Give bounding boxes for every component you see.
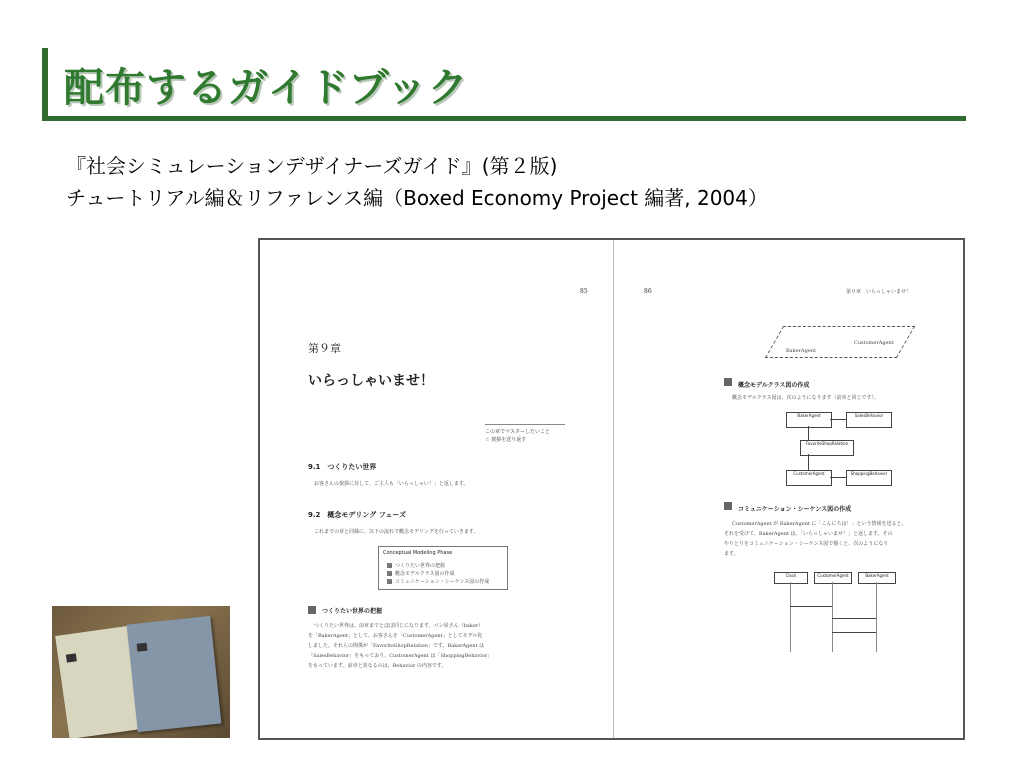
diagram-baker-label: BakerAgent (786, 348, 817, 354)
sequence-message (832, 632, 876, 633)
uml-class-box: FavoriteShopRelation (800, 440, 854, 456)
slide-title: 配布するガイドブック (64, 65, 469, 111)
title-underline (42, 116, 966, 121)
section-9-1-text: お客さんの挨拶に対して、ご主人も「いらっしゃい！」と返します。 (314, 481, 469, 487)
sequence-lifeline-head: BakerAgent (858, 572, 896, 584)
phase-box-title: Conceptual Modeling Phase (383, 550, 453, 556)
book-cover-blue (127, 616, 222, 732)
uml-class-box: SalesBehavior (846, 412, 892, 428)
phase-step-icon (387, 579, 392, 584)
section-9-1-title: 9.1 つくりたい世界 (308, 463, 377, 471)
sequence-message (832, 618, 876, 619)
goal-heading: この章でマスターしたいこと (485, 429, 551, 435)
uml-connector (830, 419, 846, 420)
subsection-line: を「BakerAgent」として、お客さんを「CustomerAgent」としてモデル化 (308, 633, 483, 639)
subsection-icon (308, 606, 316, 614)
section-icon (724, 378, 732, 386)
sequence-diagram-title: コミュニケーション・シーケンス図の作成 (738, 506, 852, 513)
uml-class-box: BakerAgent (786, 412, 832, 428)
left-page-number: 85 (580, 288, 588, 295)
class-diagram-title: 概念モデルクラス図の作成 (738, 382, 810, 389)
book-spread-image (258, 238, 965, 740)
book-title-line: 『社会シミュレーションデザイナーズガイド』(第２版) (66, 154, 558, 178)
sequence-text-line: CustomerAgent が BakerAgent に「こんにちは！」という情報を送ると、 (732, 521, 907, 527)
sequence-text-line: やりとりをコミュニケーション・シーケンス図で描くと、次のようになり (724, 541, 889, 547)
phase-item: つくりたい世界の把握 (387, 562, 445, 569)
section-9-2-text: これまでの章と同様に、以下の流れで概念モデリングを行っていきます。 (314, 529, 479, 535)
running-head: 第９章 いらっしゃいませ！ (846, 289, 912, 295)
subsection-title: つくりたい世界の把握 (322, 608, 383, 615)
cover-logo-mark (66, 653, 77, 662)
title-accent-bar (42, 48, 48, 116)
phase-step-icon (387, 563, 392, 568)
diagram-customer-label: CustomerAgent (854, 340, 894, 346)
sequence-lifeline (790, 582, 791, 652)
cover-logo-mark (137, 643, 148, 652)
chapter-number: 第９章 (308, 342, 341, 355)
phase-item: コミュニケーション・シーケンス図の作成 (387, 578, 489, 585)
phase-step-icon (387, 571, 392, 576)
section-icon (724, 502, 732, 510)
uml-class-box: CustomerAgent (786, 470, 832, 486)
right-page (614, 240, 963, 738)
subsection-line: をもっています。前章と異なるのは、Behavior の内容です。 (308, 663, 447, 669)
sequence-lifeline-head: CustomerAgent (814, 572, 852, 584)
phase-item: 概念モデルクラス図の作成 (387, 570, 455, 577)
uml-connector (808, 426, 809, 440)
sequence-message (790, 606, 832, 607)
goal-item: ☆ 挨拶を送り返す (485, 437, 527, 443)
subsection-line: つくりたい世界は、前章までとほぼ同じになります。パン屋さん（baker） (314, 623, 484, 629)
uml-class-box: ShoppingBehavior (846, 470, 892, 486)
chapter-goal-box (485, 424, 565, 444)
book-edition-line: チュートリアル編＆リファレンス編（Boxed Economy Project 編著, 2004） (66, 186, 768, 210)
uml-connector (808, 454, 809, 470)
left-page (260, 240, 612, 738)
guidebook-photo (52, 606, 230, 738)
sequence-text-line: それを受けて、BakerAgent は、「いらっしゃいませ！」と返します。その (724, 531, 893, 537)
phase-box (378, 546, 508, 590)
sequence-lifeline (832, 582, 833, 652)
uml-connector (830, 477, 846, 478)
section-9-2-title: 9.2 概念モデリング フェーズ (308, 511, 406, 519)
sequence-lifeline-head: Clock (774, 572, 808, 584)
class-diagram-text: 概念モデルクラス図は、次のようになります（前章と同じです）。 (732, 395, 880, 401)
subsection-line: 「SalesBehavior」をもっており、CustomerAgent は「ShoppingBehavior」 (308, 653, 493, 659)
subsection-line: しました。それらの関係が「FavoriteShopRelation」です。BakerAgent は (308, 643, 485, 649)
sequence-lifeline (876, 582, 877, 652)
right-page-number: 86 (644, 288, 652, 295)
sequence-text-line: ます。 (724, 551, 739, 557)
chapter-title: いらっしゃいませ！ (308, 373, 434, 389)
